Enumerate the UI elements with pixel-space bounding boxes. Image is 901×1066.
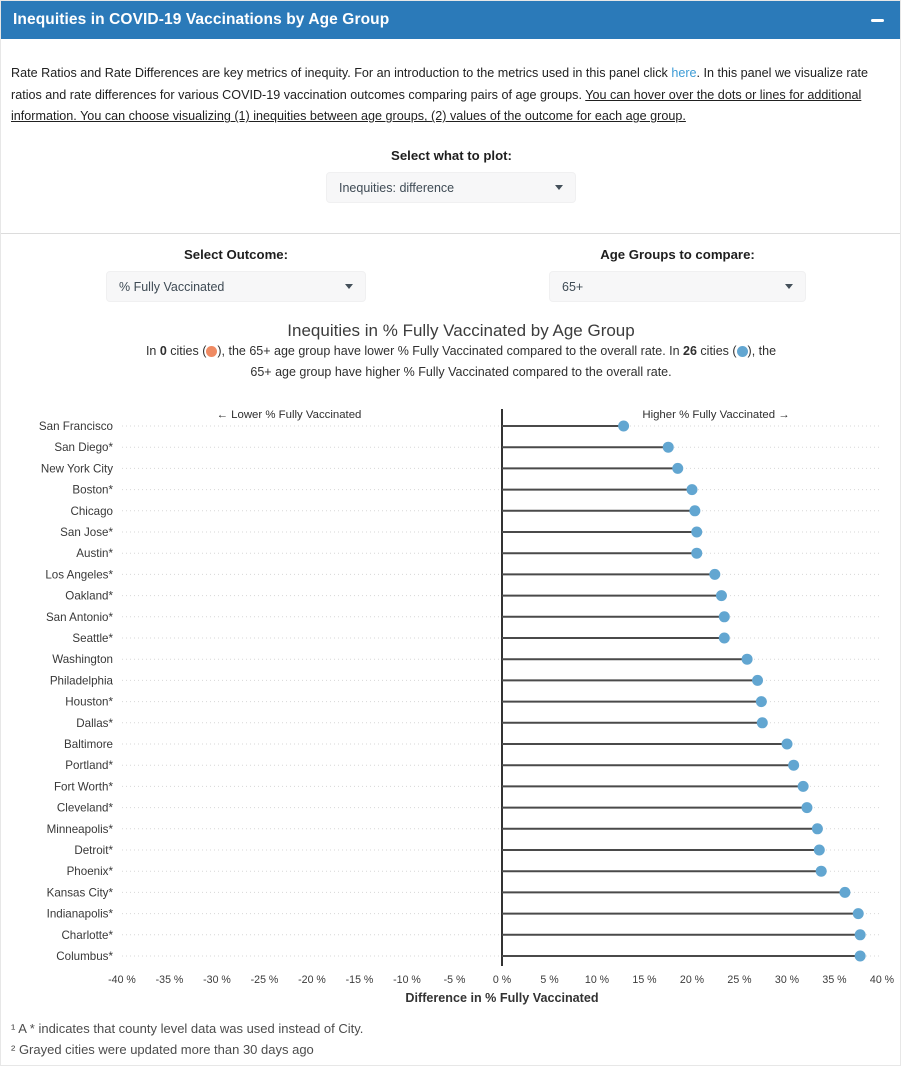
city-axis-label: Fort Worth* [53, 780, 113, 794]
age-groups-selector-label: Age Groups to compare: [600, 247, 755, 262]
x-tick-label: -20 % [298, 974, 326, 986]
lollipop-dot[interactable] [663, 442, 674, 453]
city-axis-label: Los Angeles* [45, 568, 113, 582]
x-tick-label: -40 % [108, 974, 136, 986]
lollipop-dot[interactable] [798, 781, 809, 792]
section-divider [1, 233, 900, 234]
lollipop-dot[interactable] [816, 866, 827, 877]
lollipop-dot[interactable] [672, 463, 683, 474]
intro-paragraph [11, 63, 891, 128]
x-tick-label: -5 % [443, 974, 466, 986]
plot-selector-label: Select what to plot: [391, 148, 512, 163]
city-axis-label: Kansas City* [46, 886, 113, 900]
x-tick-label: 0 % [492, 974, 512, 986]
lollipop-dot[interactable] [752, 675, 763, 686]
lollipop-dot[interactable] [812, 823, 823, 834]
x-tick-label: 5 % [540, 974, 559, 986]
lollipop-dot[interactable] [756, 696, 767, 707]
text-segment: 26 [683, 344, 697, 358]
x-tick-label: -10 % [393, 974, 421, 986]
chart-subtitle [141, 341, 781, 383]
lollipop-dot[interactable] [689, 505, 700, 516]
city-axis-label: Detroit* [74, 844, 113, 857]
lollipop-dot[interactable] [782, 739, 793, 750]
city-axis-label: Phoenix* [66, 865, 113, 879]
lollipop-dot[interactable] [719, 633, 730, 644]
x-tick-label: -15 % [345, 974, 374, 986]
x-tick-label: -35 % [155, 974, 184, 986]
x-tick-label: 35 % [822, 974, 847, 986]
city-axis-label: Cleveland* [56, 801, 113, 815]
city-axis-label: Minneapolis* [46, 822, 113, 836]
x-tick-label: -25 % [250, 974, 279, 986]
city-axis-label: Washington [52, 653, 113, 667]
city-axis-label: San Jose* [60, 526, 113, 539]
outcome-selector-value: % Fully Vaccinated [119, 279, 225, 294]
footnote-grayed-cities: ² Grayed cities were updated more than 30 days ago [11, 1042, 314, 1057]
chevron-down-icon [345, 284, 353, 289]
lollipop-dot[interactable] [709, 569, 720, 580]
city-axis-label: New York City [40, 462, 113, 476]
city-axis-label: Indianapolis* [46, 907, 113, 921]
footnote-county-data: ¹ A * indicates that county level data was used instead of City. [11, 1021, 364, 1036]
lollipop-dot[interactable] [691, 548, 702, 559]
plot-selector-dropdown[interactable] [326, 172, 576, 203]
text-segment: ), the 65+ age group have lower % Fully Vaccinated compared to the overall rate. In [217, 344, 684, 358]
age-groups-selector-dropdown[interactable] [549, 271, 806, 302]
city-axis-label: Columbus* [56, 950, 113, 963]
chevron-down-icon [785, 284, 793, 289]
lollipop-dot[interactable] [719, 611, 730, 622]
here-link[interactable]: here [671, 66, 697, 80]
lollipop-chart [1, 401, 901, 1013]
city-axis-label: Dallas* [76, 716, 113, 730]
city-axis-label: Portland* [65, 759, 113, 773]
lollipop-dot[interactable] [855, 929, 866, 940]
city-axis-label: Philadelphia [49, 674, 113, 688]
chart-title: Inequities in % Fully Vaccinated by Age Group [287, 321, 635, 340]
text-segment: You can hover over the dots or lines for additional information. You can choose visualizing (1) inequities between age groups, (2) values of the outcome for each age group. [11, 87, 862, 124]
outcome-selector-dropdown[interactable] [106, 271, 366, 302]
minus-icon [871, 19, 884, 22]
lollipop-dot[interactable] [814, 845, 825, 856]
x-tick-label: 25 % [727, 974, 752, 986]
lollipop-dot[interactable] [788, 760, 799, 771]
text-segment: cities ( [166, 344, 207, 358]
age-groups-selector-value: 65+ [562, 279, 584, 294]
x-tick-label: 10 % [584, 974, 610, 986]
lollipop-dot[interactable] [716, 590, 727, 601]
city-axis-label: Baltimore [64, 738, 113, 751]
higher-cities-dot-icon [737, 346, 748, 357]
lollipop-dot[interactable] [757, 717, 768, 728]
city-axis-label: Chicago [70, 504, 113, 518]
x-tick-label: 40 % [869, 974, 895, 986]
lollipop-dot[interactable] [853, 908, 864, 919]
city-axis-label: San Antonio* [45, 610, 113, 624]
lower-cities-dot-icon [206, 346, 217, 357]
text-segment: Rate Ratios and Rate Differences are key metrics of inequity. For an introduction to the metrics used in this panel click [11, 66, 672, 80]
text-segment: cities ( [696, 344, 737, 358]
text-segment: In [145, 344, 160, 358]
lollipop-dot[interactable] [618, 421, 629, 432]
panel-title: Inequities in COVID-19 Vaccinations by Age Group [13, 11, 390, 28]
city-axis-label: San Diego* [54, 441, 113, 455]
lollipop-dot[interactable] [855, 951, 866, 962]
outcome-selector-label: Select Outcome: [183, 247, 289, 262]
x-tick-label: 20 % [679, 974, 705, 986]
city-axis-label: Houston* [65, 695, 113, 709]
lollipop-dot[interactable] [839, 887, 850, 898]
annotation-lower-side: ← Lower % Fully Vaccinated [216, 409, 362, 421]
chevron-down-icon [555, 185, 563, 190]
x-tick-label: 15 % [632, 974, 657, 986]
x-tick-label: -30 % [203, 974, 231, 986]
city-axis-label: Austin* [76, 547, 113, 561]
panel-header [1, 1, 900, 39]
city-axis-label: San Francisco [38, 420, 113, 433]
annotation-higher-side: Higher % Fully Vaccinated → [642, 409, 790, 421]
text-segment: ), the 65+ age group have higher % Fully Vaccinated compared to the overall rate. [250, 344, 777, 379]
plot-selector-value: Inequities: difference [339, 180, 455, 195]
text-segment: 0 [159, 344, 167, 358]
x-tick-label: 30 % [774, 974, 800, 986]
city-axis-label: Charlotte* [61, 928, 113, 942]
text-segment: . In this panel we visualize rate ratios and rate differences for various COVID-19 vaccination outcomes comparing pairs of age groups. [11, 66, 869, 102]
city-axis-label: Boston* [72, 483, 113, 497]
lollipop-dot[interactable] [801, 802, 812, 813]
lollipop-dot[interactable] [691, 527, 702, 538]
lollipop-dot[interactable] [742, 654, 753, 665]
city-axis-label: Seattle* [72, 632, 113, 645]
lollipop-dot[interactable] [687, 484, 698, 495]
x-axis-title: Difference in % Fully Vaccinated [405, 991, 599, 1005]
minimize-panel-button[interactable] [866, 9, 888, 31]
city-axis-label: Oakland* [65, 589, 113, 603]
